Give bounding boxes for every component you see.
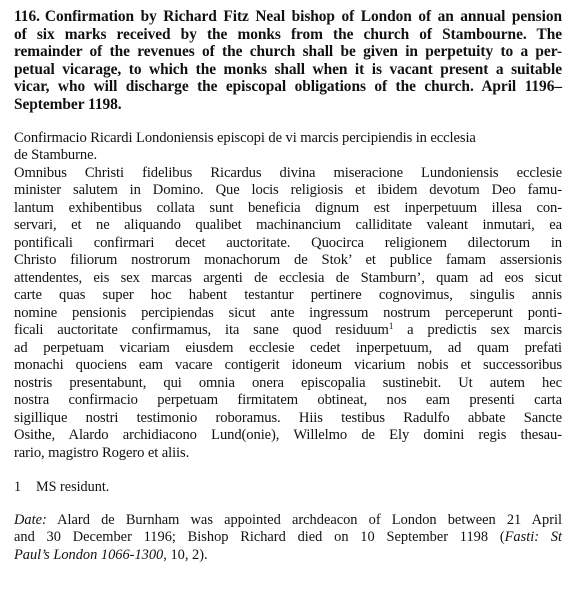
- date-label: Date:: [14, 511, 47, 528]
- body-line: ficali auctoritate confirmamus, ita sane quod residuum$^1$ a predictis sex marcis: [14, 321, 562, 339]
- body-line: minister salutem in Domino. Que locis religiosis et ibidem devotum Deo famu-: [14, 182, 562, 199]
- document-number: 116.: [14, 8, 40, 25]
- footnote-mark: 1: [14, 479, 22, 496]
- heading-line: petual vicarage, to which the monks shall when it is vacant present a suitable: [14, 60, 562, 78]
- body-line: servari, et ne aliquando qualibet machinancium calliditate valeant inmutari, ea: [14, 217, 562, 234]
- body-line: nostra confirmacio perpetuam firmitatem obtineat, nos eam presenti carta: [14, 392, 562, 409]
- body-line: sigillique nostri testimonio roboramus. Hiis testibus Radulfo abbate Sancte: [14, 409, 562, 426]
- heading-line: 116. Confirmation by Richard Fitz Neal bishop of London of an annual pension: [14, 8, 562, 25]
- date-note-line: Paul’s London 1066-1300, 10, 2).: [14, 546, 208, 563]
- body-line: attendentes, eis sex marcas argenti de ecclesia de Stamburn’, quam ad eos sicut: [14, 269, 562, 286]
- footnote-text: MS residunt.: [36, 479, 110, 496]
- body-line: monachi quociens eam vacare contigerit idoneum vicarium nobis et successoribus: [14, 357, 562, 374]
- heading-line: vicar, who will discharge the episcopal obligations of the church. April 1196–: [14, 78, 562, 96]
- caption-line: de Stamburne.: [14, 147, 97, 164]
- body-line: rario, magistro Rogero et aliis.: [14, 444, 190, 461]
- heading-line: remainder of the revenues of the church shall be given in perpetuity to a per-: [14, 43, 562, 61]
- latin-caption: [14, 130, 562, 165]
- body-line: ad perpetuam vicariam eiusdem ecclesie cedet inperpetuum, ad quam prefati: [14, 339, 562, 356]
- body-line: nostris presentabunt, qui omnia onera episcopalia sustinebit. Ut autem hec: [14, 374, 562, 391]
- body-line: nomine pensionis percipiendas sicut ante ingressum nostrum perceperunt ponti-: [14, 304, 562, 321]
- latin-charter-text: [14, 165, 562, 463]
- document-heading: [14, 8, 562, 114]
- date-note-line: Date: Alard de Burnham was appointed archdeacon of London between 21 April: [14, 511, 562, 528]
- body-line: pontificali confirmari decet auctoritate. Quocirca religionem dilectorum in: [14, 234, 562, 251]
- body-line: Omnibus Christi fidelibus Ricardus divina miseracione Lundoniensis ecclesie: [14, 164, 562, 181]
- document-page: [14, 8, 562, 564]
- body-line: Christo filiorum nostrorum monachorum de Stok’ et publice famam assersionis: [14, 252, 562, 269]
- body-line: lantum exhibentibus collata sunt beneficia dignum est inperpetuum illesa con-: [14, 199, 562, 216]
- body-line: carte quas super hoc habent testantur pertinere cognovimus, singulis annis: [14, 287, 562, 304]
- footnote-reference: 1: [388, 321, 394, 332]
- source-citation: Paul’s London 1066-1300: [14, 546, 164, 563]
- date-note-line: and 30 December 1196; Bishop Richard died on 10 September 1198 (Fasti: St: [14, 529, 562, 546]
- caption-line: Confirmacio Ricardi Londoniensis episcopi de vi marcis percipiendis in ecclesia: [14, 129, 476, 146]
- body-line: Osithe, Alardo archidiacono Lund(onie), Willelmo de Ely domini regis thesau-: [14, 427, 562, 444]
- heading-line: of six marks received by the monks from the church of Stambourne. The: [14, 25, 562, 43]
- heading-line: September 1198.: [14, 95, 122, 113]
- footnote: [14, 479, 562, 497]
- date-note: [14, 512, 562, 565]
